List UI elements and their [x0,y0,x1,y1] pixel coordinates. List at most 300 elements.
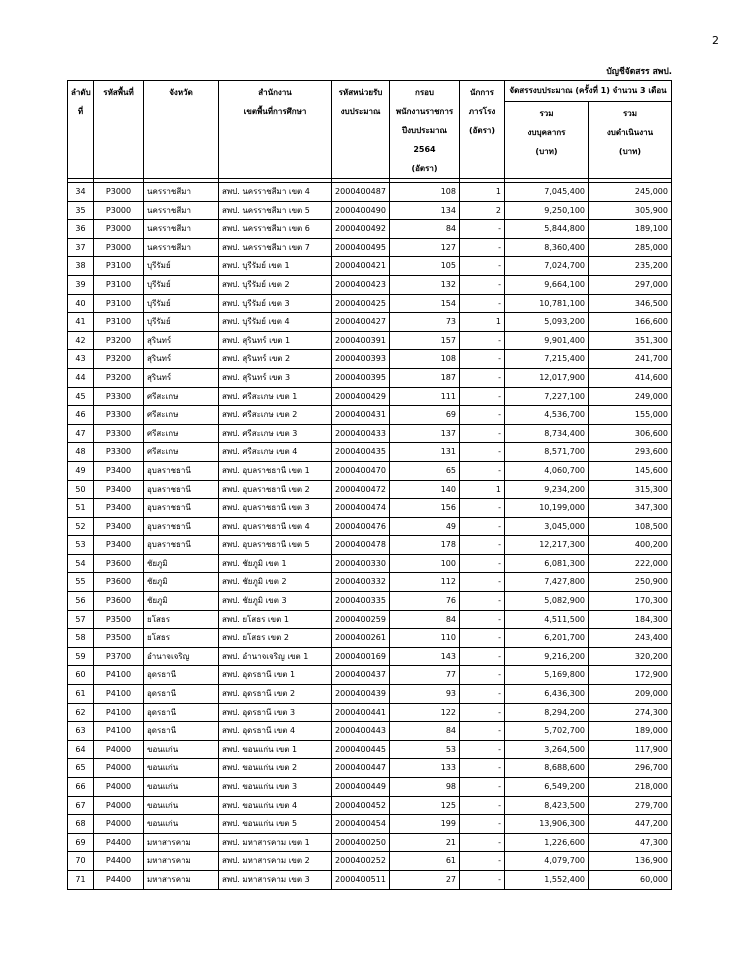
cell-personnel: 7,215,400 [505,350,589,369]
cell-province: ศรีสะเกษ [144,406,219,425]
cell-province: มหาสารคาม [144,870,219,889]
cell-area-code: P4400 [94,852,144,871]
cell-budget-code: 2000400490 [332,201,390,220]
cell-seq: 54 [68,554,94,573]
cell-operating: 296,700 [589,759,672,778]
cell-area-code: P4100 [94,685,144,704]
cell-quota: 157 [390,331,460,350]
cell-province: อุดรธานี [144,722,219,741]
cell-office: สพป. อุบลราชธานี เขต 2 [219,480,332,499]
cell-seq: 43 [68,350,94,369]
cell-personnel: 10,199,000 [505,499,589,518]
cell-area-code: P3000 [94,238,144,257]
cell-province: นครราชสีมา [144,201,219,220]
cell-budget-code: 2000400452 [332,796,390,815]
cell-budget-code: 2000400470 [332,461,390,480]
cell-janitor: - [460,759,505,778]
cell-seq: 53 [68,536,94,555]
cell-province: อุดรธานี [144,666,219,685]
cell-province: ศรีสะเกษ [144,424,219,443]
table-row [68,517,672,536]
cell-janitor: - [460,368,505,387]
cell-seq: 55 [68,573,94,592]
cell-personnel: 12,017,900 [505,368,589,387]
cell-personnel: 6,201,700 [505,629,589,648]
cell-office: สพป. อุดรธานี เขต 2 [219,685,332,704]
cell-area-code: P3600 [94,554,144,573]
table-row [68,610,672,629]
cell-personnel: 3,045,000 [505,517,589,536]
cell-quota: 122 [390,703,460,722]
header-personnel: รวม งบบุคลากร (บาท) [505,101,589,178]
cell-office: สพป. ขอนแก่น เขต 2 [219,759,332,778]
cell-quota: 199 [390,815,460,834]
cell-seq: 44 [68,368,94,387]
cell-operating: 306,600 [589,424,672,443]
cell-personnel: 9,250,100 [505,201,589,220]
cell-quota: 93 [390,685,460,704]
cell-personnel: 5,093,200 [505,313,589,332]
cell-operating: 320,200 [589,647,672,666]
cell-personnel: 7,227,100 [505,387,589,406]
cell-janitor: - [460,685,505,704]
cell-operating: 414,600 [589,368,672,387]
cell-personnel: 4,536,700 [505,406,589,425]
cell-office: สพป. อุบลราชธานี เขต 3 [219,499,332,518]
cell-seq: 45 [68,387,94,406]
cell-operating: 117,900 [589,740,672,759]
cell-province: ขอนแก่น [144,740,219,759]
cell-janitor: - [460,461,505,480]
cell-office: สพป. อำนาจเจริญ เขต 1 [219,647,332,666]
cell-janitor: - [460,424,505,443]
cell-area-code: P4100 [94,666,144,685]
cell-janitor: - [460,350,505,369]
cell-office: สพป. ชัยภูมิ เขต 3 [219,592,332,611]
header-quota: กรอบ พนักงานราชการ ปีงบประมาณ 2564 (อัตรา) [390,81,460,179]
cell-province: อุบลราชธานี [144,499,219,518]
cell-quota: 143 [390,647,460,666]
cell-area-code: P3300 [94,406,144,425]
cell-seq: 68 [68,815,94,834]
cell-province: สุรินทร์ [144,331,219,350]
cell-seq: 46 [68,406,94,425]
cell-budget-code: 2000400252 [332,852,390,871]
cell-quota: 98 [390,778,460,797]
table-row [68,350,672,369]
cell-area-code: P3100 [94,275,144,294]
cell-operating: 245,000 [589,183,672,202]
cell-seq: 71 [68,870,94,889]
header-budget-code: รหัสหน่วยรับ งบประมาณ [332,81,390,179]
cell-province: อุบลราชธานี [144,536,219,555]
table-row [68,387,672,406]
cell-office: สพป. นครราชสีมา เขต 6 [219,220,332,239]
cell-office: สพป. อุดรธานี เขต 4 [219,722,332,741]
cell-area-code: P3300 [94,443,144,462]
cell-area-code: P4400 [94,870,144,889]
cell-personnel: 3,264,500 [505,740,589,759]
cell-area-code: P4000 [94,740,144,759]
cell-janitor: - [460,517,505,536]
cell-janitor: - [460,833,505,852]
cell-province: อำนาจเจริญ [144,647,219,666]
cell-seq: 65 [68,759,94,778]
cell-janitor: - [460,406,505,425]
cell-province: สุรินทร์ [144,350,219,369]
table-row [68,368,672,387]
cell-province: ศรีสะเกษ [144,443,219,462]
cell-quota: 131 [390,443,460,462]
table-row [68,499,672,518]
cell-janitor: - [460,573,505,592]
cell-budget-code: 2000400439 [332,685,390,704]
table-row [68,480,672,499]
cell-area-code: P4100 [94,703,144,722]
cell-budget-code: 2000400472 [332,480,390,499]
cell-operating: 305,900 [589,201,672,220]
cell-seq: 38 [68,257,94,276]
table-row [68,294,672,313]
cell-area-code: P3400 [94,480,144,499]
cell-seq: 56 [68,592,94,611]
cell-seq: 39 [68,275,94,294]
cell-quota: 112 [390,573,460,592]
table-row [68,275,672,294]
cell-province: สุรินทร์ [144,368,219,387]
cell-quota: 61 [390,852,460,871]
cell-quota: 73 [390,313,460,332]
table-row [68,852,672,871]
cell-seq: 37 [68,238,94,257]
cell-quota: 125 [390,796,460,815]
cell-area-code: P3200 [94,331,144,350]
cell-office: สพป. ศรีสะเกษ เขต 3 [219,424,332,443]
cell-quota: 140 [390,480,460,499]
cell-operating: 297,000 [589,275,672,294]
cell-budget-code: 2000400429 [332,387,390,406]
cell-janitor: 2 [460,201,505,220]
cell-area-code: P3100 [94,257,144,276]
cell-area-code: P3000 [94,183,144,202]
table-row [68,313,672,332]
cell-budget-code: 2000400332 [332,573,390,592]
cell-budget-code: 2000400449 [332,778,390,797]
table-row [68,647,672,666]
cell-quota: 84 [390,610,460,629]
cell-personnel: 4,079,700 [505,852,589,871]
cell-province: อุบลราชธานี [144,461,219,480]
cell-janitor: - [460,238,505,257]
cell-province: ชัยภูมิ [144,592,219,611]
cell-province: บุรีรัมย์ [144,257,219,276]
cell-quota: 100 [390,554,460,573]
cell-office: สพป. อุบลราชธานี เขต 4 [219,517,332,536]
cell-seq: 69 [68,833,94,852]
cell-seq: 42 [68,331,94,350]
cell-quota: 133 [390,759,460,778]
cell-seq: 64 [68,740,94,759]
cell-budget-code: 2000400454 [332,815,390,834]
cell-office: สพป. นครราชสีมา เขต 7 [219,238,332,257]
table-row [68,759,672,778]
cell-personnel: 6,549,200 [505,778,589,797]
cell-personnel: 4,511,500 [505,610,589,629]
cell-janitor: - [460,554,505,573]
cell-operating: 447,200 [589,815,672,834]
header-province: จังหวัด [144,81,219,179]
cell-janitor: - [460,647,505,666]
cell-seq: 66 [68,778,94,797]
cell-province: ยโสธร [144,610,219,629]
header-seq: ลำดับ ที่ [68,81,94,179]
cell-personnel: 5,844,800 [505,220,589,239]
cell-office: สพป. บุรีรัมย์ เขต 2 [219,275,332,294]
cell-personnel: 5,169,800 [505,666,589,685]
table-row [68,592,672,611]
cell-janitor: - [460,294,505,313]
cell-budget-code: 2000400423 [332,275,390,294]
cell-janitor: - [460,852,505,871]
cell-province: ยโสธร [144,629,219,648]
cell-personnel: 8,734,400 [505,424,589,443]
cell-province: ขอนแก่น [144,815,219,834]
cell-budget-code: 2000400250 [332,833,390,852]
cell-personnel: 8,423,500 [505,796,589,815]
cell-office: สพป. ศรีสะเกษ เขต 1 [219,387,332,406]
cell-operating: 209,000 [589,685,672,704]
table-row [68,220,672,239]
cell-province: อุดรธานี [144,703,219,722]
cell-seq: 49 [68,461,94,480]
cell-area-code: P4400 [94,833,144,852]
cell-operating: 172,900 [589,666,672,685]
cell-area-code: P3400 [94,536,144,555]
cell-personnel: 12,217,300 [505,536,589,555]
cell-janitor: - [460,592,505,611]
header-allocation-group: จัดสรรงบประมาณ (ครั้งที่ 1) จำนวน 3 เดือน [505,81,672,102]
cell-quota: 84 [390,220,460,239]
cell-janitor: - [460,870,505,889]
cell-personnel: 7,024,700 [505,257,589,276]
cell-seq: 41 [68,313,94,332]
cell-area-code: P3600 [94,592,144,611]
table-row [68,870,672,889]
cell-office: สพป. นครราชสีมา เขต 5 [219,201,332,220]
cell-area-code: P3500 [94,629,144,648]
table-row [68,238,672,257]
cell-janitor: - [460,778,505,797]
cell-janitor: - [460,499,505,518]
cell-personnel: 9,901,400 [505,331,589,350]
table-row [68,257,672,276]
page-number: 2 [712,34,719,47]
cell-janitor: - [460,536,505,555]
table-row [68,406,672,425]
cell-province: นครราชสีมา [144,220,219,239]
cell-budget-code: 2000400511 [332,870,390,889]
cell-operating: 351,300 [589,331,672,350]
cell-office: สพป. สุรินทร์ เขต 1 [219,331,332,350]
cell-quota: 110 [390,629,460,648]
table-row [68,796,672,815]
cell-seq: 52 [68,517,94,536]
table-row [68,536,672,555]
table-row [68,685,672,704]
cell-province: ขอนแก่น [144,759,219,778]
cell-quota: 69 [390,406,460,425]
cell-operating: 145,600 [589,461,672,480]
cell-personnel: 7,045,400 [505,183,589,202]
cell-operating: 293,600 [589,443,672,462]
cell-janitor: - [460,703,505,722]
cell-area-code: P3200 [94,368,144,387]
cell-personnel: 8,294,200 [505,703,589,722]
table-row [68,815,672,834]
cell-operating: 60,000 [589,870,672,889]
cell-quota: 178 [390,536,460,555]
cell-janitor: - [460,629,505,648]
cell-seq: 51 [68,499,94,518]
cell-office: สพป. ศรีสะเกษ เขต 2 [219,406,332,425]
cell-province: ขอนแก่น [144,796,219,815]
cell-budget-code: 2000400433 [332,424,390,443]
cell-personnel: 6,081,300 [505,554,589,573]
cell-quota: 77 [390,666,460,685]
cell-personnel: 6,436,300 [505,685,589,704]
cell-area-code: P3400 [94,517,144,536]
cell-office: สพป. สุรินทร์ เขต 2 [219,350,332,369]
cell-personnel: 13,906,300 [505,815,589,834]
cell-operating: 347,300 [589,499,672,518]
cell-personnel: 7,427,800 [505,573,589,592]
allocation-table [67,80,672,890]
cell-seq: 60 [68,666,94,685]
cell-office: สพป. ขอนแก่น เขต 5 [219,815,332,834]
table-row [68,740,672,759]
cell-quota: 111 [390,387,460,406]
cell-personnel: 8,360,400 [505,238,589,257]
cell-operating: 241,700 [589,350,672,369]
cell-quota: 76 [390,592,460,611]
cell-budget-code: 2000400478 [332,536,390,555]
cell-office: สพป. บุรีรัมย์ เขต 1 [219,257,332,276]
cell-province: บุรีรัมย์ [144,313,219,332]
cell-operating: 108,500 [589,517,672,536]
table-row [68,629,672,648]
table-row [68,778,672,797]
cell-janitor: 1 [460,183,505,202]
cell-budget-code: 2000400335 [332,592,390,611]
cell-operating: 274,300 [589,703,672,722]
cell-province: อุดรธานี [144,685,219,704]
table-row [68,554,672,573]
cell-office: สพป. ยโสธร เขต 2 [219,629,332,648]
cell-area-code: P3500 [94,610,144,629]
table-row [68,443,672,462]
cell-office: สพป. มหาสารคาม เขต 1 [219,833,332,852]
cell-janitor: - [460,443,505,462]
cell-operating: 47,300 [589,833,672,852]
cell-personnel: 1,226,600 [505,833,589,852]
cell-budget-code: 2000400427 [332,313,390,332]
cell-office: สพป. ชัยภูมิ เขต 1 [219,554,332,573]
cell-office: สพป. อุดรธานี เขต 1 [219,666,332,685]
cell-area-code: P4000 [94,796,144,815]
cell-office: สพป. อุบลราชธานี เขต 1 [219,461,332,480]
header-row [68,81,672,102]
cell-quota: 156 [390,499,460,518]
cell-seq: 40 [68,294,94,313]
cell-operating: 315,300 [589,480,672,499]
cell-seq: 67 [68,796,94,815]
cell-budget-code: 2000400447 [332,759,390,778]
cell-area-code: P3700 [94,647,144,666]
cell-budget-code: 2000400445 [332,740,390,759]
cell-office: สพป. ขอนแก่น เขต 3 [219,778,332,797]
cell-seq: 70 [68,852,94,871]
cell-personnel: 1,552,400 [505,870,589,889]
cell-budget-code: 2000400425 [332,294,390,313]
cell-personnel: 10,781,100 [505,294,589,313]
cell-personnel: 9,664,100 [505,275,589,294]
table-row [68,722,672,741]
cell-janitor: - [460,740,505,759]
cell-janitor: 1 [460,480,505,499]
cell-budget-code: 2000400437 [332,666,390,685]
cell-quota: 134 [390,201,460,220]
cell-seq: 59 [68,647,94,666]
cell-quota: 137 [390,424,460,443]
cell-personnel: 4,060,700 [505,461,589,480]
cell-personnel: 5,702,700 [505,722,589,741]
cell-province: อุบลราชธานี [144,517,219,536]
cell-budget-code: 2000400492 [332,220,390,239]
cell-area-code: P4000 [94,759,144,778]
cell-area-code: P3200 [94,350,144,369]
cell-province: นครราชสีมา [144,238,219,257]
cell-office: สพป. ศรีสะเกษ เขต 4 [219,443,332,462]
cell-personnel: 8,571,700 [505,443,589,462]
cell-quota: 132 [390,275,460,294]
cell-province: นครราชสีมา [144,183,219,202]
cell-area-code: P3000 [94,201,144,220]
cell-office: สพป. ขอนแก่น เขต 1 [219,740,332,759]
header-area-code: รหัสพื้นที่ [94,81,144,179]
cell-area-code: P3100 [94,294,144,313]
table-row [68,666,672,685]
cell-janitor: - [460,275,505,294]
cell-budget-code: 2000400474 [332,499,390,518]
cell-province: บุรีรัมย์ [144,294,219,313]
table-row [68,461,672,480]
cell-janitor: - [460,722,505,741]
cell-budget-code: 2000400441 [332,703,390,722]
cell-seq: 62 [68,703,94,722]
cell-operating: 400,200 [589,536,672,555]
cell-operating: 250,900 [589,573,672,592]
header-office: สำนักงาน เขตพื้นที่การศึกษา [219,81,332,179]
cell-operating: 279,700 [589,796,672,815]
cell-area-code: P3600 [94,573,144,592]
cell-budget-code: 2000400421 [332,257,390,276]
cell-quota: 154 [390,294,460,313]
cell-quota: 105 [390,257,460,276]
cell-seq: 61 [68,685,94,704]
cell-province: ศรีสะเกษ [144,387,219,406]
cell-personnel: 9,216,200 [505,647,589,666]
cell-province: มหาสารคาม [144,833,219,852]
